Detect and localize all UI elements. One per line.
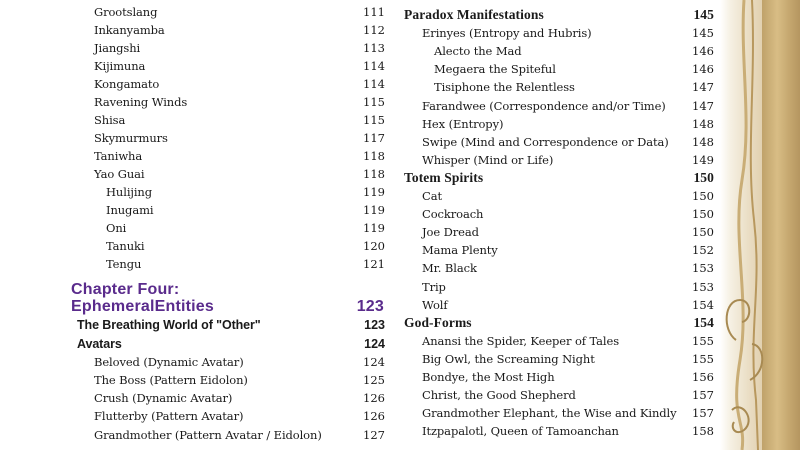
toc-entry-title: Kijimuna [94,59,146,73]
toc-entry-title: Wolf [422,297,448,312]
toc-entry-title: Trip [422,279,446,294]
toc-entry[interactable] [106,201,385,219]
toc-entry[interactable] [422,259,714,277]
toc-entry-page: 114 [363,77,385,91]
toc-entry-title: Whisper (Mind or Life) [422,152,554,167]
toc-entry-title: Skymurmurs [94,131,168,145]
toc-entry[interactable] [94,21,385,39]
toc-entry[interactable] [422,205,714,223]
toc-entry-page: 111 [363,5,385,19]
toc-entry-title: Anansi the Spider, Keeper of Tales [422,333,619,348]
toc-entry-page: 126 [363,391,385,405]
toc-entry[interactable] [94,353,385,371]
chapter-title: EphemeralEntities [71,298,215,315]
toc-entry-page: 118 [363,149,385,163]
toc-entry-title: Grootslang [94,5,158,19]
toc-entry[interactable] [94,371,385,389]
toc-entry-title: Hulijing [106,185,153,199]
toc-entry[interactable] [422,187,714,205]
toc-entry-title: Tisiphone the Relentless [434,80,575,95]
toc-entry-title: Inugami [106,203,154,217]
toc-entry-page: 156 [692,370,714,384]
toc-entry[interactable] [422,278,714,296]
toc-entry-page: 157 [692,388,714,403]
toc-entry[interactable] [422,241,714,259]
toc-entry-title: Itzpapalotl, Queen of Tamoanchan [422,424,619,439]
toc-entry-title: Cockroach [422,207,484,222]
toc-entry-title: Ravening Winds [94,95,188,109]
toc-entry-title: Oni [106,221,127,235]
toc-entry-page: 153 [692,261,714,276]
toc-entry-title: Jiangshi [94,41,141,55]
toc-entry[interactable] [422,404,714,422]
toc-entry-title: Shisa [94,113,126,127]
toc-entry-page: 154 [693,314,714,330]
toc-entry-title: Joe Dread [422,225,479,240]
toc-entry-page: 117 [363,131,385,145]
toc-entry-page: 115 [363,113,385,127]
toc-entry-title: Megaera the Spiteful [434,62,556,77]
toc-entry[interactable] [94,165,385,183]
toc-entry[interactable] [94,75,385,93]
toc-subheading[interactable] [77,335,385,353]
toc-entry-page: 115 [363,95,385,109]
toc-entry-page: 148 [692,134,714,149]
toc-entry-title: The Boss (Pattern Eidolon) [94,373,248,387]
toc-entry-title: Avatars [77,337,122,351]
toc-entry[interactable] [94,39,385,57]
toc-entry[interactable] [422,332,714,350]
toc-entry[interactable] [422,24,714,42]
toc-entry-title: Mr. Black [422,261,477,276]
toc-entry[interactable] [94,3,385,21]
toc-entry[interactable] [422,223,714,241]
toc-entry-page: 157 [692,406,714,421]
toc-entry[interactable] [94,407,385,425]
toc-entry-title: Erinyes (Entropy and Hubris) [422,26,592,41]
toc-entry[interactable] [94,147,385,165]
toc-entry-page: 113 [363,41,385,55]
toc-entry[interactable] [94,129,385,147]
chapter-heading [71,281,384,315]
toc-entry-page: 150 [693,169,714,185]
toc-entry-title: Christ, the Good Shepherd [422,388,576,403]
toc-entry[interactable] [106,255,385,273]
toc-entry[interactable] [422,422,714,440]
toc-entry-page: 145 [692,26,714,41]
toc-entry-title: Grandmother (Pattern Avatar / Eidolon) [94,428,322,442]
toc-entry-title: Grandmother Elephant, the Wise and Kindly [422,406,677,421]
toc-entry[interactable] [94,389,385,407]
toc-entry-title: Kongamato [94,77,160,91]
toc-entry-page: 121 [363,257,385,271]
toc-entry-title: Alecto the Mad [434,44,522,59]
toc-entry-title: Big Owl, the Screaming Night [422,351,595,366]
toc-entry-title: Farandwee (Correspondence and/or Time) [422,98,666,113]
toc-entry-title: God-Forms [404,314,472,330]
toc-entry-page: 149 [692,152,714,167]
toc-entry-page: 148 [692,116,714,131]
toc-entry[interactable] [422,133,714,151]
toc-section[interactable] [404,6,714,24]
toc-entry[interactable] [94,93,385,111]
toc-entry-page: 118 [363,167,385,181]
toc-entry[interactable] [106,183,385,201]
toc-entry-page: 154 [692,297,714,312]
toc-entry-page: 125 [363,373,385,387]
toc-entry-title: Taniwha [94,149,143,163]
toc-entry-page: 155 [692,351,714,366]
toc-entry-title: Hex (Entropy) [422,116,504,131]
toc-entry-page: 120 [363,239,385,253]
toc-entry-title: Inkanyamba [94,23,165,37]
toc-entry-page: 119 [363,221,385,235]
toc-entry-title: Totem Spirits [404,169,484,185]
toc-entry-title: The Breathing World of "Other" [77,318,261,332]
vine-ornament [722,0,770,450]
toc-entry-title: Mama Plenty [422,243,498,258]
toc-entry-page: 114 [363,59,385,73]
toc-entry[interactable] [106,219,385,237]
toc-entry-page: 153 [692,279,714,294]
toc-entry-page: 126 [363,409,385,423]
toc-entry[interactable] [106,237,385,255]
cut-off-entry [420,0,540,2]
toc-entry-page: 112 [363,23,385,37]
toc-entry[interactable] [422,296,714,314]
toc-entry-title: Flutterby (Pattern Avatar) [94,409,244,423]
toc-entry-title: Paradox Manifestations [404,7,544,22]
toc-entry-page: 123 [364,318,385,332]
toc-entry[interactable] [94,57,385,75]
toc-entry-title: Beloved (Dynamic Avatar) [94,355,244,369]
toc-entry-title: Tengu [106,257,142,271]
toc-entry-page: 152 [692,243,714,258]
toc-entry[interactable] [422,97,714,115]
toc-subheading[interactable] [77,316,385,334]
toc-entry-title: Bondye, the Most High [422,370,555,384]
toc-entry[interactable] [94,426,385,444]
toc-entry-page: 146 [692,44,714,59]
chapter-title-line2 [71,298,384,315]
toc-entry-page: 145 [693,7,714,22]
toc-entry[interactable] [422,386,714,404]
toc-entry[interactable] [422,151,714,169]
toc-entry[interactable] [94,111,385,129]
toc-entry-title: Swipe (Mind and Correspondence or Data) [422,134,669,149]
toc-entry[interactable] [422,115,714,133]
toc-entry-title: Cat [422,189,442,203]
toc-entry[interactable] [434,78,714,96]
toc-entry-title: Tanuki [106,239,145,253]
toc-entry[interactable] [422,350,714,368]
toc-entry-page: 150 [692,207,714,222]
toc-entry[interactable] [434,42,714,60]
toc-section[interactable] [404,314,714,332]
toc-entry-page: 124 [364,337,385,351]
toc-entry-page: 119 [363,203,385,217]
toc-entry-page: 127 [363,428,385,442]
chapter-page: 123 [356,298,384,315]
toc-entry-page: 150 [692,189,714,203]
toc-entry-page: 146 [692,62,714,77]
toc-entry-page: 124 [363,355,385,369]
toc-entry-page: 147 [692,98,714,113]
toc-entry-page: 158 [692,424,714,439]
toc-section[interactable] [404,169,714,187]
toc-entry-page: 147 [692,80,714,95]
toc-entry[interactable] [434,60,714,78]
toc-entry-page: 155 [692,333,714,348]
toc-entry[interactable] [422,368,714,386]
toc-entry-title: Yao Guai [94,167,145,181]
toc-entry-page: 150 [692,225,714,240]
toc-entry-page: 119 [363,185,385,199]
chapter-title-line1: Chapter Four: [71,281,180,298]
toc-entry-title: Crush (Dynamic Avatar) [94,391,233,405]
